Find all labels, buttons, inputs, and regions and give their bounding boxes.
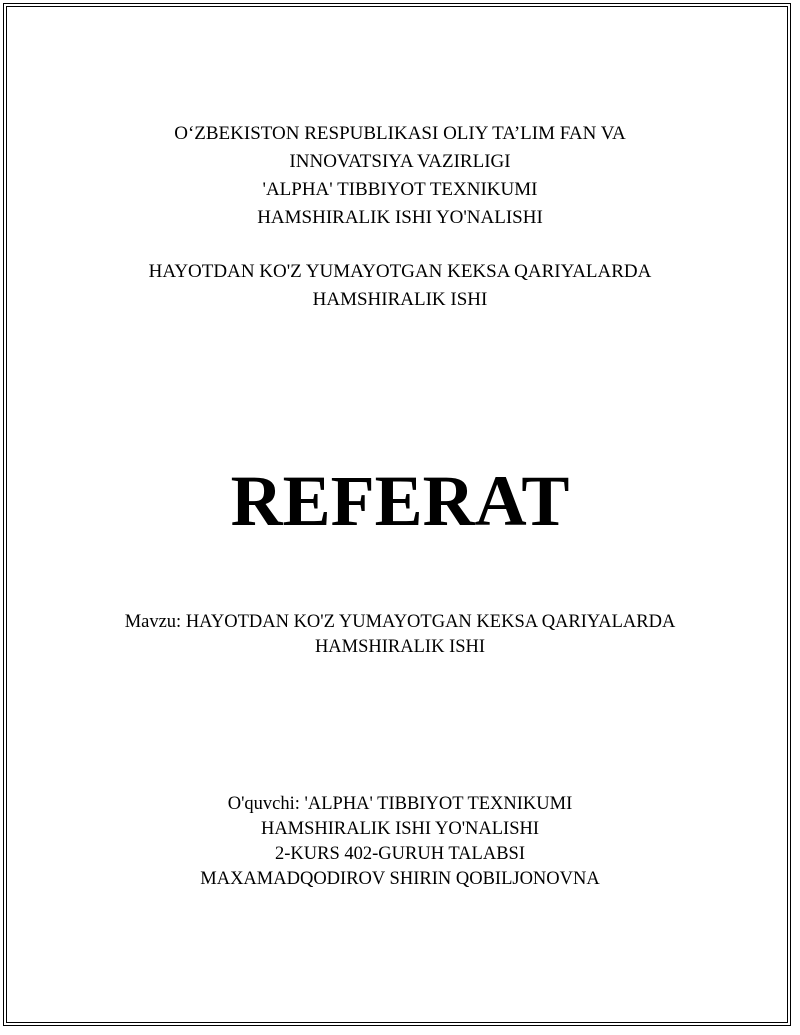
subject-line-2: HAMSHIRALIK ISHI: [314, 637, 486, 657]
header-line-school: 'ALPHA' TIBBIYOT TEXNIKUMI: [262, 179, 538, 200]
student-line-name: MAXAMADQODIROV SHIRIN QOBILJONOVNA: [200, 869, 600, 889]
header-line-ministry-1: O‘ZBEKISTON RESPUBLIKASI OLIY TA’LIM FAN VA: [174, 123, 626, 144]
topic-line-2: HAMSHIRALIK ISHI: [312, 289, 488, 310]
subject-line-1: Mavzu: HAYOTDAN KO'Z YUMAYOTGAN KEKSA QARIYALARDA: [124, 612, 676, 632]
student-line-department: HAMSHIRALIK ISHI YO'NALISHI: [260, 819, 540, 839]
subject-section: [0, 610, 800, 660]
student-line-group: 2-KURS 402-GURUH TALABSI: [275, 844, 525, 864]
header-line-department: HAMSHIRALIK ISHI YO'NALISHI: [257, 207, 543, 228]
topic-line-1: HAYOTDAN KO'Z YUMAYOTGAN KEKSA QARIYALARDA: [148, 261, 652, 282]
header-line-ministry-2: INNOVATSIYA VAZIRLIGI: [289, 151, 511, 172]
institution-header: [0, 120, 800, 232]
student-section: [0, 792, 800, 892]
document-title: REFERAT: [230, 461, 570, 541]
topic-heading: [0, 258, 800, 314]
student-line-school: O'quvchi: 'ALPHA' TIBBIYOT TEXNIKUMI: [227, 794, 573, 814]
